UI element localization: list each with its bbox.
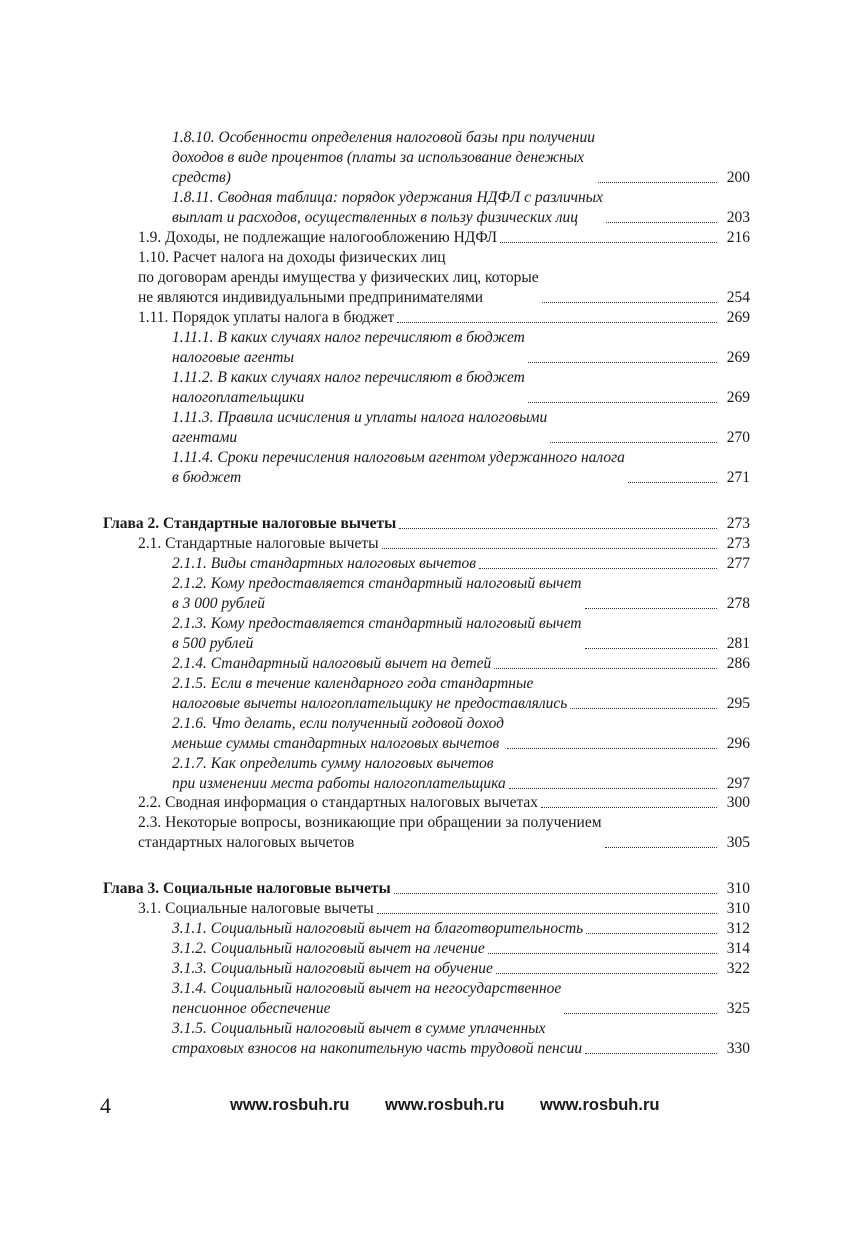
toc-entry-page: 281 xyxy=(726,635,750,652)
toc-entry xyxy=(172,959,750,979)
toc-entry xyxy=(172,714,750,754)
toc-entry xyxy=(138,813,750,853)
toc-entry-title: 3.1.2. Социальный налоговый вычет на лечение xyxy=(172,940,485,957)
dot-leader xyxy=(377,913,717,914)
dot-leader xyxy=(586,933,717,934)
dot-leader xyxy=(394,893,717,894)
toc-entry-title: 2.1.5. Если в течение календарного года стандартные налоговые вычеты налогоплательщику не предоставлялись xyxy=(172,675,568,712)
toc-entry-title: 1.11.3. Правила исчисления и уплаты налога налоговыми агентами xyxy=(172,409,548,446)
toc-entry-page: 305 xyxy=(726,834,750,851)
toc-entry-page: 269 xyxy=(726,389,750,406)
toc-entry-title: 2.1. Стандартные налоговые вычеты xyxy=(138,535,379,552)
toc-entry-title: 3.1.4. Социальный налоговый вычет на негосударственное пенсионное обеспечение xyxy=(172,980,562,1017)
toc-entry xyxy=(172,979,750,1019)
toc-entry xyxy=(138,793,750,813)
toc-entry xyxy=(138,228,750,248)
toc-entry-title: 1.9. Доходы, не подлежащие налогообложению НДФЛ xyxy=(138,229,497,246)
page-number: 4 xyxy=(100,1093,111,1118)
chapter-heading xyxy=(103,879,750,899)
toc-entry-title: 3.1.3. Социальный налоговый вычет на обучение xyxy=(172,960,493,977)
toc-entry-title: 1.11.1. В каких случаях налог перечисляют в бюджет налоговые агенты xyxy=(172,329,525,366)
dot-leader xyxy=(399,528,717,529)
dot-leader xyxy=(585,1053,717,1054)
toc-entry-page: 216 xyxy=(726,229,750,246)
toc-entry xyxy=(172,614,750,654)
dot-leader xyxy=(541,807,717,808)
toc-entry-title: 1.11. Порядок уплаты налога в бюджет xyxy=(138,309,395,326)
toc-entry-title: 2.3. Некоторые вопросы, возникающие при обращении за получением стандартных налоговых вычетов xyxy=(138,814,602,851)
toc-entry-page: 330 xyxy=(726,1040,750,1057)
dot-leader xyxy=(488,953,717,954)
toc-entry xyxy=(172,408,750,448)
toc-entry-page: 273 xyxy=(726,515,750,532)
toc-entry xyxy=(172,654,750,674)
dot-leader xyxy=(509,788,717,789)
dot-leader xyxy=(528,362,717,363)
toc-entry-page: 270 xyxy=(726,429,750,446)
toc-entry-page: 310 xyxy=(726,880,750,897)
toc-entry-page: 312 xyxy=(726,920,750,937)
dot-leader xyxy=(542,302,717,303)
toc-entry xyxy=(138,308,750,328)
toc-entry-page: 269 xyxy=(726,349,750,366)
dot-leader xyxy=(382,548,717,549)
toc-entry xyxy=(172,919,750,939)
toc-entry-page: 295 xyxy=(726,695,750,712)
toc-entry-page: 322 xyxy=(726,960,750,977)
toc-entry-page: 300 xyxy=(726,794,750,811)
toc-entry-page: 325 xyxy=(726,1000,750,1017)
toc-entry xyxy=(172,368,750,408)
toc-entry xyxy=(172,574,750,614)
toc-entry-title: 2.1.6. Что делать, если полученный годовой доход меньше суммы стандартных налоговых вычетов xyxy=(172,715,504,752)
toc-entry-title: 2.1.4. Стандартный налоговый вычет на детей xyxy=(172,655,492,672)
toc-entry-page: 297 xyxy=(726,775,750,792)
toc-entry-title: 3.1.1. Социальный налоговый вычет на благотворительность xyxy=(172,920,584,937)
toc-entry-page: 271 xyxy=(726,469,750,486)
toc-entry xyxy=(172,188,750,228)
dot-leader xyxy=(507,748,717,749)
dot-leader xyxy=(479,568,717,569)
toc-entry-title: 3.1.5. Социальный налоговый вычет в сумме уплаченных страховых взносов на накопительную часть трудовой пенсии xyxy=(172,1020,583,1057)
dot-leader xyxy=(585,608,718,609)
dot-leader xyxy=(570,708,717,709)
dot-leader xyxy=(606,222,717,223)
toc-entry xyxy=(172,939,750,959)
toc-entry xyxy=(138,899,750,919)
toc-entry xyxy=(172,448,750,488)
dot-leader xyxy=(496,973,717,974)
toc-entry xyxy=(172,674,750,714)
toc-entry-title: 2.1.2. Кому предоставляется стандартный налоговый вычет в 3 000 рублей xyxy=(172,575,582,612)
toc-entry-page: 296 xyxy=(726,735,750,752)
dot-leader xyxy=(605,847,717,848)
toc-entry-title: 1.8.11. Сводная таблица: порядок удержания НДФЛ с различных выплат и расходов, осуществленных в пользу физических лиц xyxy=(172,189,604,226)
toc-entry-title: 3.1. Социальные налоговые вычеты xyxy=(138,900,374,917)
toc-entry-title: 2.1.7. Как определить сумму налоговых вычетов при изменении места работы налогоплательщика xyxy=(172,755,506,792)
toc-entry xyxy=(172,328,750,368)
toc-entry-title: Глава 2. Стандартные налоговые вычеты xyxy=(103,515,397,532)
toc-entry-title: 2.2. Сводная информация о стандартных налоговых вычетах xyxy=(138,794,539,811)
footer-website-link[interactable]: www.rosbuh.ru xyxy=(385,1096,505,1114)
toc-entry-page: 286 xyxy=(726,655,750,672)
dot-leader xyxy=(397,322,717,323)
toc-entry-page: 254 xyxy=(726,289,750,306)
toc-entry xyxy=(138,248,750,308)
toc-entry-page: 200 xyxy=(726,169,750,186)
dot-leader xyxy=(564,1013,717,1014)
footer-website-link[interactable]: www.rosbuh.ru xyxy=(540,1096,660,1114)
dot-leader xyxy=(550,442,717,443)
dot-leader xyxy=(628,482,717,483)
toc-entry-page: 310 xyxy=(726,900,750,917)
dot-leader xyxy=(500,242,717,243)
dot-leader xyxy=(528,402,717,403)
toc-entry-title: 1.8.10. Особенности определения налоговой базы при получении доходов в виде процентов (платы за использование денежных средств) xyxy=(172,129,595,186)
toc-entry-title: 2.1.1. Виды стандартных налоговых вычетов xyxy=(172,555,477,572)
toc-entry-title: 1.11.2. В каких случаях налог перечисляют в бюджет налогоплательщики xyxy=(172,369,525,406)
dot-leader xyxy=(585,648,718,649)
toc-entry-title: 2.1.3. Кому предоставляется стандартный налоговый вычет в 500 рублей xyxy=(172,615,582,652)
chapter-heading xyxy=(103,514,750,534)
toc-entry-title: Глава 3. Социальные налоговые вычеты xyxy=(103,880,391,897)
toc-entry-page: 277 xyxy=(726,555,750,572)
toc-entry xyxy=(172,1019,750,1059)
toc-entry-title: 1.10. Расчет налога на доходы физических лиц по договорам аренды имущества у физических лиц, которые не являются индивидуальными предпринимателями xyxy=(138,249,539,306)
dot-leader xyxy=(598,182,717,183)
toc-entry xyxy=(138,534,750,554)
toc-entry-title: 1.11.4. Сроки перечисления налоговым агентом удержанного налога в бюджет xyxy=(172,449,625,486)
toc-entry xyxy=(172,128,750,188)
toc-entry-page: 273 xyxy=(726,535,750,552)
toc-entry xyxy=(172,554,750,574)
dot-leader xyxy=(494,668,717,669)
toc-entry-page: 278 xyxy=(726,595,750,612)
toc-entry-page: 203 xyxy=(726,209,750,226)
toc-entry-page: 269 xyxy=(726,309,750,326)
toc-entry xyxy=(172,754,750,794)
toc-entry-page: 314 xyxy=(726,940,750,957)
footer-website-link[interactable]: www.rosbuh.ru xyxy=(230,1096,350,1114)
